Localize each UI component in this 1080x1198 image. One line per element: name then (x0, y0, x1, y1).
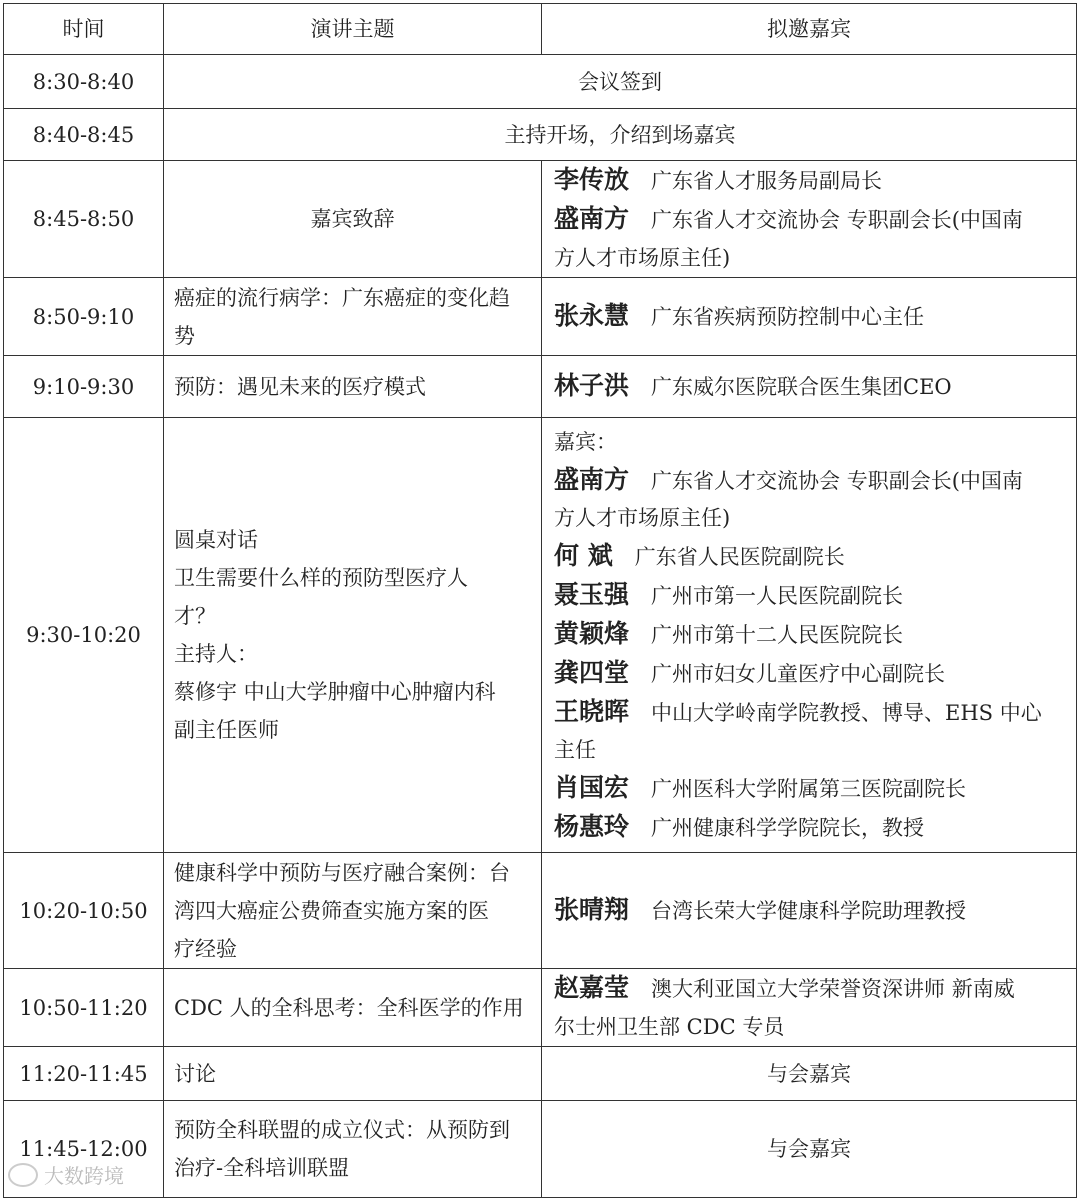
guest-title: 广东省人才交流协会 专职副会长(中国南 (651, 208, 1023, 232)
guest-title: 广东省人才交流协会 专职副会长(中国南 (651, 468, 1023, 493)
guests-cell (542, 853, 1077, 969)
time-cell: 11:20-11:45 (4, 1047, 164, 1101)
guest-title: 广州医科大学附属第三医院副院长 (651, 776, 967, 801)
topic-line: 副主任医师 (174, 718, 279, 742)
guest-name: 何 斌 (554, 540, 613, 570)
guest-entry (554, 297, 1070, 336)
guest-title: 广州市第十二人民医院院长 (651, 622, 904, 647)
time-cell: 8:50-9:10 (4, 278, 164, 356)
guest-title: 广东省疾病预防控制中心主任 (651, 305, 925, 329)
guests-cell (542, 969, 1077, 1047)
topic-line: 圆桌对话 (174, 528, 258, 552)
header-row (4, 4, 1077, 55)
merged-cell: 会议签到 (164, 55, 1077, 109)
topic-line: 湾四大癌症公费筛查实施方案的医 (174, 898, 489, 923)
guest-entry (554, 367, 1070, 406)
topic-cell (164, 853, 542, 969)
guest-entry (554, 891, 1070, 930)
guest-entry (554, 654, 1070, 693)
guest-name: 杨惠玲 (554, 811, 630, 841)
guest-name: 王晓晖 (554, 696, 630, 726)
guest-title: 广州健康科学学院院长，教授 (651, 815, 925, 840)
topic-cell: CDC 人的全科思考：全科医学的作用 (164, 969, 542, 1047)
guest-entry (554, 693, 1070, 732)
time-cell: 8:45-8:50 (4, 161, 164, 278)
guest-name: 盛南方 (554, 464, 630, 494)
table-row (4, 853, 1077, 969)
guest-entry (554, 461, 1070, 500)
time-cell: 8:40-8:45 (4, 109, 164, 161)
guest-name: 盛南方 (554, 204, 630, 233)
guest-title: 澳大利亚国立大学荣誉资深讲师 新南威 (651, 977, 1015, 1001)
topic-cell (164, 1101, 542, 1198)
guest-entry (554, 615, 1070, 654)
table-row (4, 969, 1077, 1047)
header-guests: 拟邀嘉宾 (542, 4, 1077, 55)
topic-line: 疗经验 (174, 936, 237, 961)
topic-cell: 讨论 (164, 1047, 542, 1101)
guest-title: 广东威尔医院联合医生集团CEO (651, 375, 952, 399)
guest-name: 李传放 (554, 165, 630, 194)
time-cell: 8:30-8:40 (4, 55, 164, 109)
topic-cell: 预防：遇见未来的医疗模式 (164, 356, 542, 418)
guests-cell (542, 161, 1077, 278)
table-row (4, 1101, 1077, 1198)
guests-cell (542, 278, 1077, 356)
topic-line: 蔡修宇 中山大学肿瘤中心肿瘤内科 (174, 680, 496, 704)
table-row (4, 356, 1077, 418)
time-cell: 10:50-11:20 (4, 969, 164, 1047)
topic-line: 治疗-全科培训联盟 (174, 1156, 350, 1180)
guest-name: 张晴翔 (554, 895, 630, 924)
guests-label: 嘉宾： (554, 429, 617, 454)
guest-title-cont: 主任 (554, 737, 596, 762)
guest-title: 广东省人民医院副院长 (634, 544, 845, 569)
guest-title: 中山大学岭南学院教授、博导、EHS 中心 (651, 700, 1042, 725)
table-row (4, 278, 1077, 356)
topic-cell: 嘉宾致辞 (164, 161, 542, 278)
guest-title-cont: 方人才市场原主任) (554, 505, 731, 530)
time-cell: 10:20-10:50 (4, 853, 164, 969)
guests-cell: 与会嘉宾 (542, 1047, 1077, 1101)
table-row (4, 109, 1077, 161)
guest-title: 广州市妇女儿童医疗中心副院长 (651, 661, 946, 686)
guest-entry (554, 537, 1070, 576)
guest-entry (554, 161, 1070, 200)
guest-name: 林子洪 (554, 371, 630, 400)
merged-cell: 主持开场，介绍到场嘉宾 (164, 109, 1077, 161)
topic-line: 癌症的流行病学：广东癌症的变化趋 (174, 285, 510, 310)
guest-name: 张永慧 (554, 301, 630, 330)
guest-name: 肖国宏 (554, 772, 630, 802)
time-cell: 9:30-10:20 (4, 418, 164, 853)
time-cell: 9:10-9:30 (4, 356, 164, 418)
table-row (4, 161, 1077, 278)
topic-line: 卫生需要什么样的预防型医疗人 (174, 566, 468, 590)
guest-title: 广州市第一人民医院副院长 (651, 583, 904, 608)
time-cell: 11:45-12:00 (4, 1101, 164, 1198)
topic-line: 预防全科联盟的成立仪式：从预防到 (174, 1118, 510, 1142)
guests-cell (542, 356, 1077, 418)
guest-name: 赵嘉莹 (554, 973, 630, 1002)
topic-cell (164, 278, 542, 356)
table-row (4, 418, 1077, 853)
guest-entry (554, 200, 1070, 239)
watermark-text: 大数跨境 (44, 1164, 124, 1188)
topic-line: 主持人： (174, 642, 258, 666)
guest-name: 龚四堂 (554, 657, 630, 687)
topic-cell (164, 418, 542, 853)
header-time: 时间 (4, 4, 164, 55)
guest-entry (554, 808, 1070, 847)
watermark (8, 1160, 124, 1189)
guest-title-cont: 方人才市场原主任) (554, 246, 731, 270)
guest-title: 广东省人才服务局副局长 (651, 169, 883, 193)
table-row (4, 55, 1077, 109)
topic-line: 才？ (174, 604, 216, 628)
agenda-table (3, 3, 1077, 1198)
guest-entry (554, 969, 1070, 1008)
watermark-logo-icon (8, 1163, 38, 1187)
guest-name: 聂玉强 (554, 579, 630, 609)
guests-cell (542, 418, 1077, 853)
topic-line: 势 (174, 323, 195, 348)
guest-title-cont: 尔士州卫生部 CDC 专员 (554, 1015, 785, 1039)
topic-line: 健康科学中预防与医疗融合案例：台 (174, 860, 510, 885)
header-topic: 演讲主题 (164, 4, 542, 55)
guest-entry (554, 769, 1070, 808)
guest-title: 台湾长荣大学健康科学院助理教授 (651, 899, 967, 923)
guest-entry (554, 576, 1070, 615)
guests-cell: 与会嘉宾 (542, 1101, 1077, 1198)
table-row (4, 1047, 1077, 1101)
guest-name: 黄颖烽 (554, 618, 630, 648)
